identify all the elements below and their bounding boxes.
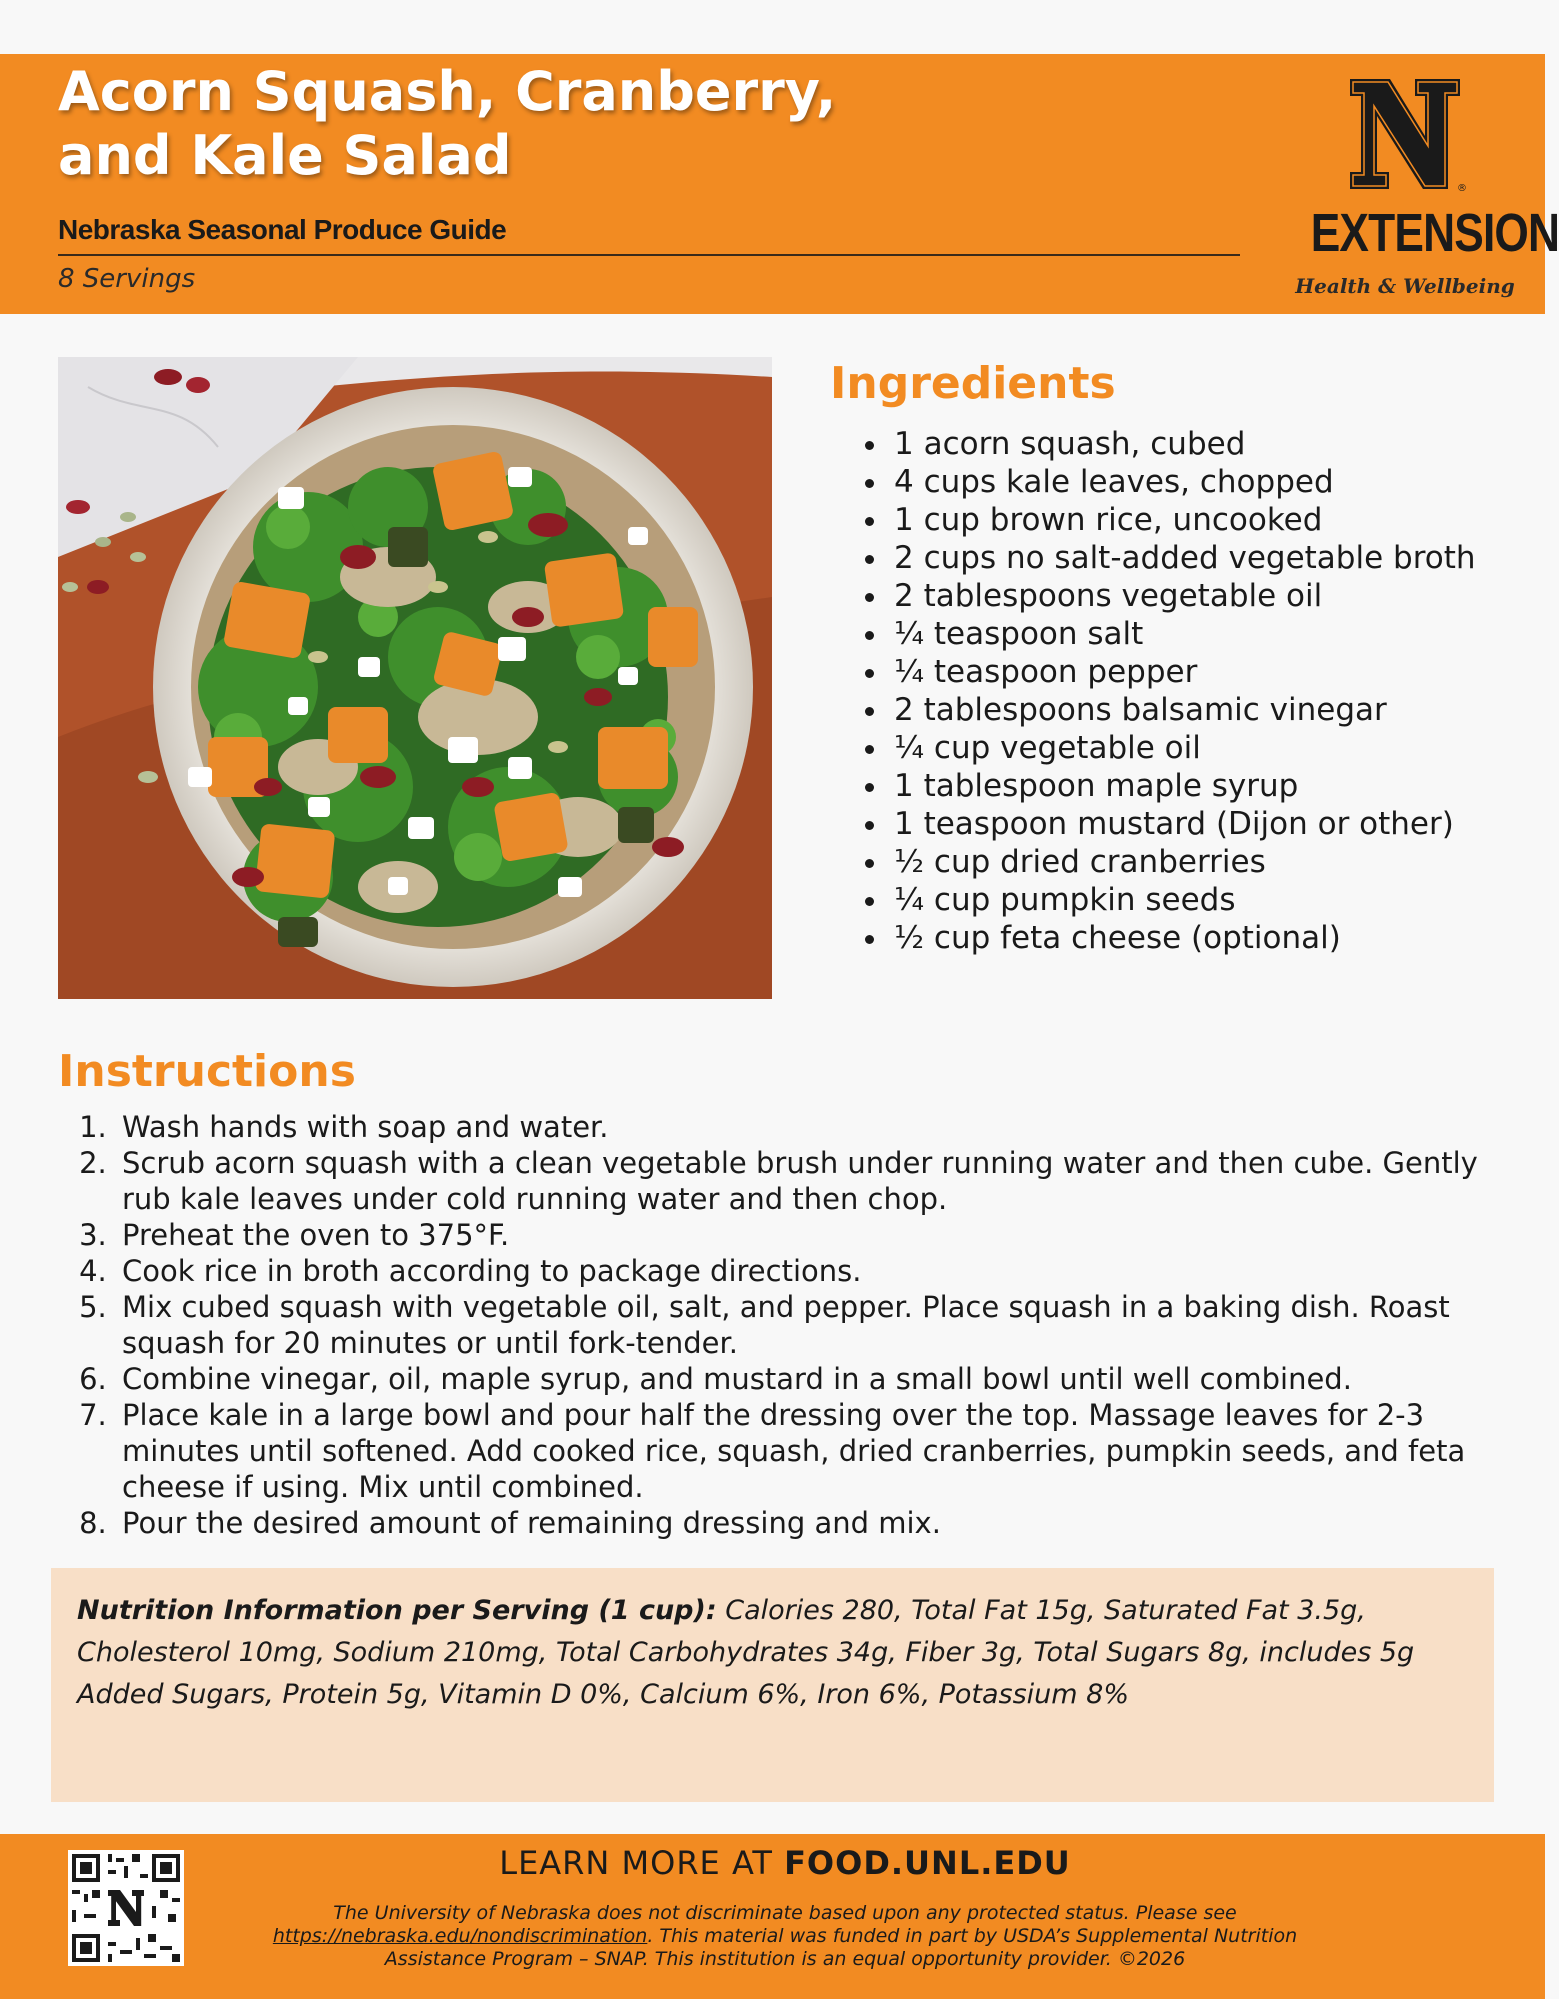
instructions-heading: Instructions <box>58 1046 356 1097</box>
nondiscrimination-link[interactable]: https://nebraska.edu/nondiscrimination <box>272 1925 648 1947</box>
title-line-1: Acorn Squash, Cranberry, <box>58 60 837 123</box>
learn-more-prefix: LEARN MORE AT <box>499 1844 785 1882</box>
instruction-step: 8. Pour the desired amount of remaining dressing and mix. <box>116 1505 1508 1541</box>
qr-code[interactable] <box>68 1850 184 1966</box>
nutrition-info-box <box>51 1568 1494 1802</box>
disclaimer-text-1: The University of Nebraska does not discriminate based upon any protected status. Please see <box>333 1902 1237 1924</box>
ingredient-item: • ¼ teaspoon pepper <box>890 653 1520 691</box>
instruction-step: 7. Place kale in a large bowl and pour half the dressing over the top. Massage leaves for 2-3 minutes until softened. Add cooked rice, squash, dried cranberries, pumpkin seeds, and feta cheese if using. Mix until combined. <box>116 1397 1508 1505</box>
disclaimer-text-2: . This material was funded in part by USDA’s Supplemental Nutrition Assistance Program – SNAP. This institution is an equal opportunity provider. ©2026 <box>384 1925 1298 1970</box>
page-title <box>58 60 1058 188</box>
instruction-step: 4. Cook rice in broth according to package directions. <box>116 1253 1508 1289</box>
nutrition-label: Nutrition Information per Serving (1 cup): <box>77 1595 717 1626</box>
ingredient-item: • 2 tablespoons balsamic vinegar <box>890 691 1520 729</box>
ingredient-item: • 1 tablespoon maple syrup <box>890 767 1520 805</box>
title-line-2: and Kale Salad <box>58 124 512 187</box>
ingredient-item: • ¼ teaspoon salt <box>890 615 1520 653</box>
header-banner <box>0 54 1559 314</box>
instructions-section <box>58 1046 1508 1541</box>
ingredient-item: • 2 tablespoons vegetable oil <box>890 577 1520 615</box>
extension-wordmark: EXTENSION <box>1310 203 1559 263</box>
ingredient-item: • 2 cups no salt-added vegetable broth <box>890 539 1520 577</box>
ingredient-item: • ½ cup dried cranberries <box>890 843 1520 881</box>
instruction-step: 5. Mix cubed squash with vegetable oil, salt, and pepper. Place squash in a baking dish. Roast squash for 20 minutes or until fork-tender. <box>116 1289 1508 1361</box>
food-unl-link[interactable]: FOOD.UNL.EDU <box>784 1844 1071 1882</box>
nondiscrimination-disclaimer <box>240 1902 1330 1971</box>
ingredients-heading: Ingredients <box>830 358 1116 409</box>
ingredient-item: • ¼ cup pumpkin seeds <box>890 881 1520 919</box>
instruction-step: 1. Wash hands with soap and water. <box>116 1109 1508 1145</box>
ingredients-list <box>830 425 1520 957</box>
ingredient-item: • ¼ cup vegetable oil <box>890 729 1520 767</box>
nebraska-n-icon <box>1345 74 1465 194</box>
nutrition-values: Calories 280, Total Fat 15g, Saturated Fat 3.5g, Cholesterol 10mg, Sodium 210mg, Total Carbohydrates 34g, Fiber 3g, Total Sugars 8g, includes 5g Added Sugars, Protein 5g, Vitamin D 0%, Calcium 6%, Iron 6%, Potassium 8% <box>77 1595 1415 1710</box>
footer-banner <box>0 1834 1545 1999</box>
guide-subtitle: Nebraska Seasonal Produce Guide <box>58 214 1240 256</box>
extension-logo <box>1290 74 1559 314</box>
qr-code-icon <box>72 1854 180 1962</box>
extension-tagline: Health & Wellbeing <box>1295 274 1515 298</box>
salad-image <box>58 357 772 999</box>
ingredients-section <box>830 358 1520 957</box>
salad-photo <box>58 357 772 999</box>
ingredient-item: • ½ cup feta cheese (optional) <box>890 919 1520 957</box>
instruction-step: 3. Preheat the oven to 375°F. <box>116 1217 1508 1253</box>
instructions-list <box>58 1109 1508 1541</box>
learn-more-line <box>250 1844 1320 1882</box>
ingredient-item: • 1 teaspoon mustard (Dijon or other) <box>890 805 1520 843</box>
ingredient-item: • 1 acorn squash, cubed <box>890 425 1520 463</box>
ingredient-item: • 4 cups kale leaves, chopped <box>890 463 1520 501</box>
svg-text:®: ® <box>1457 183 1467 194</box>
instruction-step: 6. Combine vinegar, oil, maple syrup, and mustard in a small bowl until well combined. <box>116 1361 1508 1397</box>
ingredient-item: • 1 cup brown rice, uncooked <box>890 501 1520 539</box>
servings-count: 8 Servings <box>58 264 196 294</box>
instruction-step: 2. Scrub acorn squash with a clean vegetable brush under running water and then cube. Gently rub kale leaves under cold running water and then chop. <box>116 1145 1508 1217</box>
